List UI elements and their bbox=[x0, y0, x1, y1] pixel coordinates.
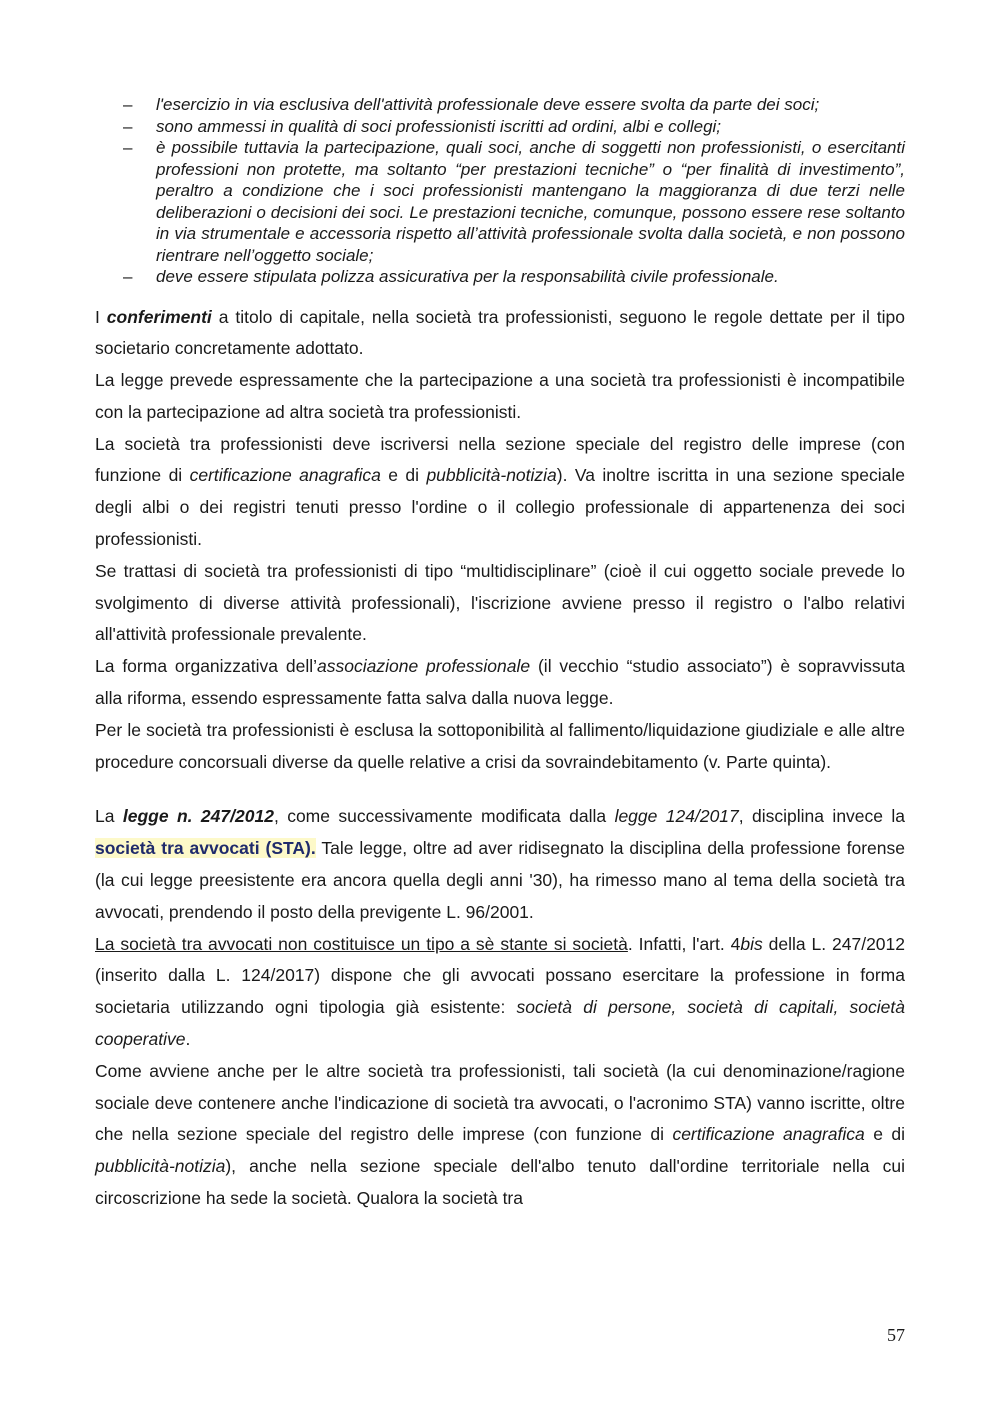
list-item-text: deve essere stipulata polizza assicurativa per la responsabilità civile professionale. bbox=[156, 267, 779, 286]
paragraph-gap bbox=[95, 778, 905, 801]
requirements-list bbox=[95, 94, 905, 288]
paragraph-sta-type: La società tra avvocati non costituisce un tipo a sè stante si società. Infatti, l'art. 4bis della L. 247/2012 (inserito dalla L. 124/2017) dispone che gli avvocati possano esercitare la professione in forma societaria utilizzando ogni tipologia già esistente: società di persone, società di capitali, società cooperative. bbox=[95, 933, 906, 1050]
paragraph-incompatibility: La legge prevede espressamente che la partecipazione a una società tra professionisti è incompatibile con la partecipazione ad altra società tra professionisti. bbox=[95, 370, 905, 422]
underlined-statement: La società tra avvocati non costituisce un tipo a sè stante si società bbox=[95, 933, 628, 954]
paragraph-professional-association: La forma organizzativa dell’associazione professionale (il vecchio “studio associato”) è sopravvissuta alla riforma, essendo espressamente fatta salva dalla nuova legge. bbox=[95, 656, 905, 709]
paragraph-multidisciplinary: Se trattasi di società tra professionisti di tipo “multidisciplinare” (cioè il cui oggetto sociale prevede lo svolgimento di diverse attività professionali), l'iscrizione avviene presso il registro o l'albo relativi all'attività professionale prevalente. bbox=[95, 560, 905, 645]
paragraph-law-247-2012: La legge n. 247/2012, come successivamente modificata dalla legge 124/2017, disciplina invece la società tra avvocati (STA). Tale legge, oltre ad aver ridisegnato la disciplina della professione forense (la cui legge preesistente era ancora quella degli anni '30), ha rimesso mano al tema della società tra avvocati, prendendo il posto della previgente L. 96/2001. bbox=[95, 806, 906, 922]
list-item-text: sono ammessi in qualità di soci professionisti iscritti ad ordini, albi e collegi; bbox=[156, 116, 722, 136]
page-body bbox=[95, 94, 905, 1215]
list-item bbox=[95, 116, 905, 138]
paragraph-bankruptcy: Per le società tra professionisti è esclusa la sottoponibilità al fallimento/liquidazione giudiziale e alle altre procedure concorsuali diverse da quelle relative a crisi da sovraindebitamento (v. Parte quinta). bbox=[95, 719, 905, 772]
paragraph-registration: La società tra professionisti deve iscriversi nella sezione speciale del registro delle imprese (con funzione di certificazione anagrafica e di pubblicità-notizia). Va inoltre iscritta in una sezione speciale degli albi o dei registri tenuti presso l'ordine o il collegio professionale di appartenenza dei soci professionisti. bbox=[95, 433, 905, 550]
highlighted-term-sta: società tra avvocati (STA). bbox=[95, 838, 316, 859]
term-conferimenti: conferimenti bbox=[106, 306, 212, 327]
list-item-text: è possibile tuttavia la partecipazione, quali soci, anche di soggetti non professionisti, o esercitanti professioni non protette, ma soltanto “per prestazioni tecniche” o “per finalità di investimento”, peraltro a condizione che i soci professionisti mantengano la maggioranza di due terzi nelle deliberazioni o decisioni dei soci. Le prestazioni tecniche, comunque, possono essere rese soltanto in via strumentale e accessoria rispetto all’attività professionale svolta dalla società, e non possono rientrare nell’oggetto sociale; bbox=[156, 138, 905, 265]
paragraph-sta-registration: Come avviene anche per le altre società tra professionisti, tali società (la cui denominazione/ragione sociale deve contenere anche l'indicazione di società tra avvocati, o l'acronimo STA) vanno iscritte, oltre che nella sezione speciale del registro delle imprese (con funzione di certificazione anagrafica e di pubblicità-notizia), anche nella sezione speciale dell'albo tenuto dall'ordine territoriale nella cui circoscrizione ha sede la società. Qualora la società tra bbox=[95, 1060, 906, 1209]
list-item bbox=[95, 266, 905, 288]
dash-marker: – bbox=[123, 116, 133, 136]
dash-marker: – bbox=[123, 138, 133, 157]
dash-marker: – bbox=[123, 267, 133, 286]
list-item-text: l'esercizio in via esclusiva dell'attività professionale deve essere svolta da parte dei soci; bbox=[156, 95, 820, 114]
dash-marker: – bbox=[123, 95, 133, 114]
paragraph-conferimenti: I conferimenti a titolo di capitale, nella società tra professionisti, seguono le regole dettate per il tipo societario concretamente adottato. bbox=[95, 306, 905, 359]
list-item bbox=[95, 94, 905, 116]
law-reference: legge n. 247/2012 bbox=[122, 806, 274, 827]
list-item bbox=[95, 137, 905, 266]
page-number: 57 bbox=[887, 1325, 905, 1345]
